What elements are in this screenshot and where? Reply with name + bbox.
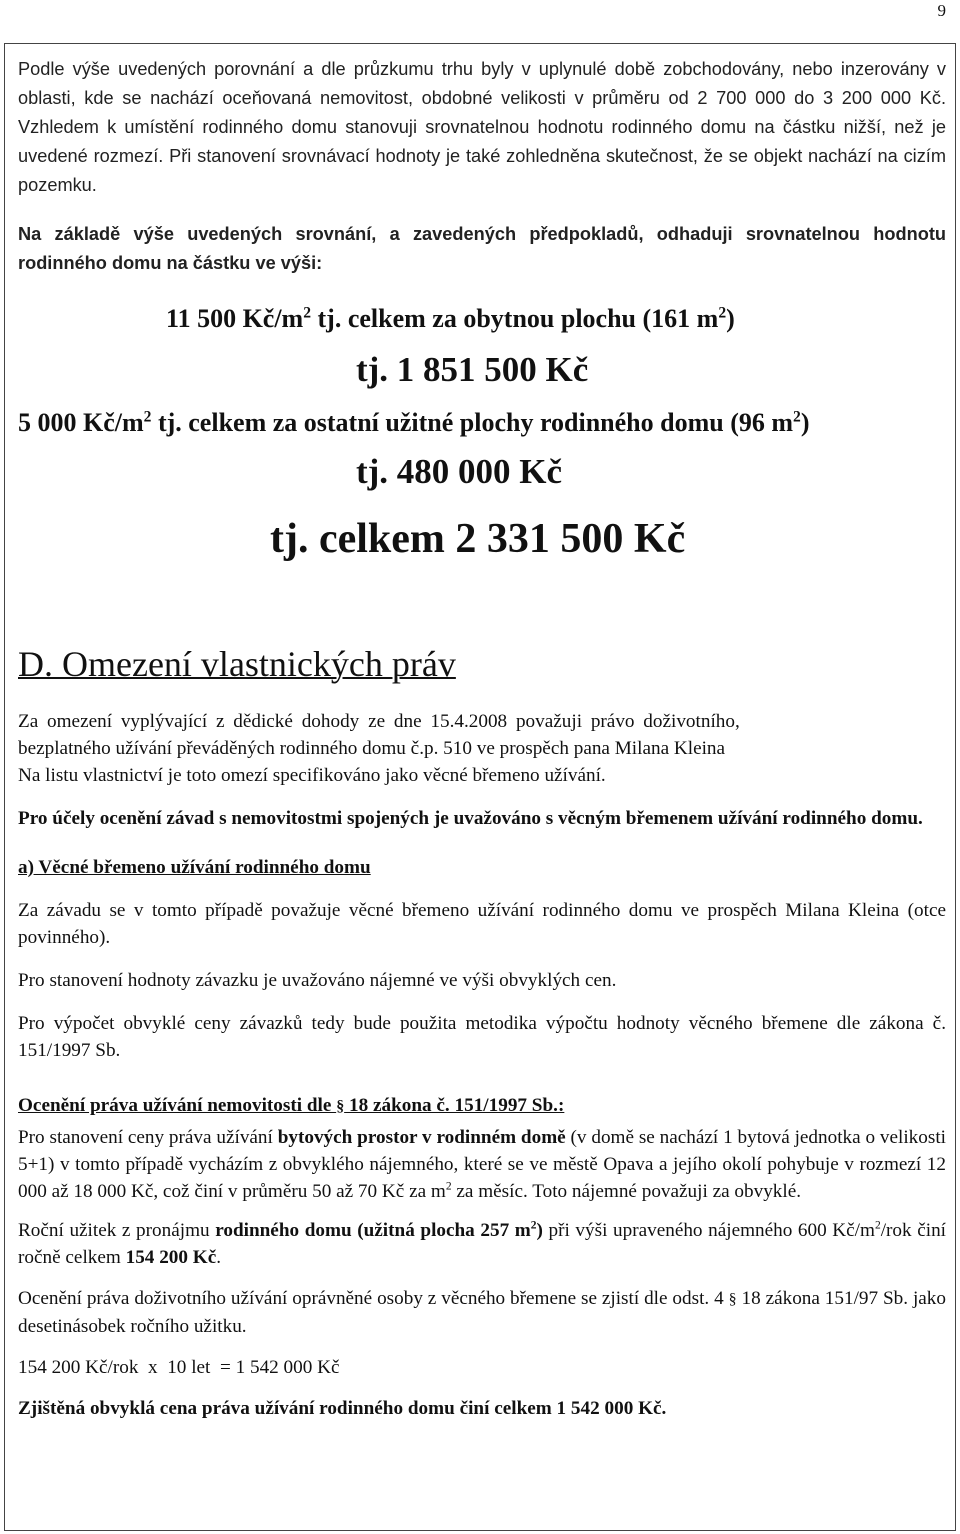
calc-line1-sup2: 2 xyxy=(718,304,727,322)
valuation-p1-text-d: za měsíc. Toto nájemné považuji za obvyklé. xyxy=(451,1181,802,1202)
calc-line1-text: tj. celkem za obytnou plochu (161 m xyxy=(311,304,719,333)
valuation-p1-bold: bytových prostor v rodinném domě xyxy=(277,1127,566,1148)
valuation-p1-text-c: (v domě se nachází 1 bytová jednotka o velikosti 5+1) v tomto případě vycházím z obvyklého nájemného, které se ve městě Opava a jejího okolí pohybuje v rozmezí 12 000 až 18 000 Kč, což činí v průměru 50 až 70 Kč za m xyxy=(18,1127,946,1202)
section-d-p1-line3: Na listu vlastnictví je toto omezí specifikováno jako věcné břemeno užívání. xyxy=(18,765,606,786)
valuation-p2-area: rodinného domu (užitná plocha 257 m xyxy=(215,1220,531,1241)
calc-line3-text: tj. celkem za ostatní užitné plochy rodinného domu (96 m xyxy=(151,408,794,437)
valuation-p3-text-a: Ocenění práva doživotního užívání oprávněné osoby z věcného břemene se zjistí dle odst. 4 xyxy=(18,1288,729,1309)
calc-line3-sup1: 2 xyxy=(143,408,152,426)
calc-line1-rate: 11 500 Kč/m xyxy=(166,304,304,333)
section-d-heading: D. Omezení vlastnických práv xyxy=(18,644,456,684)
calc-line3-close: ) xyxy=(800,408,810,437)
estimate-paragraph: Na základě výše uvedených srovnání, a zavedených předpokladů, odhaduji srovnatelnou hodnotu rodinného domu na částku ve výši: xyxy=(18,224,946,273)
calc-line-living-area xyxy=(166,302,946,336)
section-d-paragraph-2: Pro účely ocenění závad s nemovitostmi spojených je uvažováno s věcným břemenem užívání rodinného domu. xyxy=(18,808,923,829)
valuation-p2-text-a: Roční užitek z pronájmu xyxy=(18,1220,216,1241)
valuation-heading xyxy=(18,1092,946,1120)
calc-line1-sup1: 2 xyxy=(303,304,312,322)
valuation-p2-sup1: 2 xyxy=(530,1219,537,1232)
valuation-formula: 154 200 Kč/rok x 10 let = 1 542 000 Kč xyxy=(18,1357,340,1378)
valuation-result: Zjištěná obvyklá cena práva užívání rodinného domu činí celkem 1 542 000 Kč. xyxy=(18,1398,667,1419)
calc-line3-rate: 5 000 Kč/m xyxy=(18,408,144,437)
calc-line3-sup2: 2 xyxy=(793,408,801,426)
section-d-p1-line1: Za omezení vyplývající z dědické dohody ze dne 15.4.2008 považuji právo doživotního, xyxy=(18,711,740,732)
subsection-a-heading: a) Věcné břemeno užívání rodinného domu xyxy=(18,857,371,878)
valuation-heading-text: Ocenění práva užívání nemovitosti dle xyxy=(18,1095,337,1116)
valuation-p1-sup: 2 xyxy=(445,1180,452,1193)
valuation-p3-section-sign: § xyxy=(728,1291,737,1308)
valuation-p3-text-b: 18 zákona 151/97 Sb. jako desetinásobek ročního užitku. xyxy=(18,1288,946,1337)
valuation-paragraph-2 xyxy=(18,1217,946,1271)
valuation-p2-end: . xyxy=(216,1247,222,1268)
calc-line-other-area xyxy=(18,406,946,440)
valuation-p1-text-a: Pro stanovení ceny práva užívání xyxy=(18,1127,278,1148)
section-d-paragraph-3: Za závadu se v tomto případě považuje věcné břemeno užívání rodinného domu ve prospěch Milana Kleina (otce povinného). xyxy=(18,900,946,948)
valuation-paragraph-3 xyxy=(18,1285,946,1340)
document-body xyxy=(18,53,946,1422)
calc-other-area-total: tj. 480 000 Kč xyxy=(356,452,563,491)
valuation-p2-close: ) xyxy=(536,1220,543,1241)
valuation-heading-law: 18 zákona č. 151/1997 Sb.: xyxy=(344,1095,565,1116)
section-sign: § xyxy=(336,1098,345,1115)
intro-paragraph: Podle výše uvedených porovnání a dle průzkumu trhu byly v uplynulé době zobchodovány, nebo inzerovány v oblasti, kde se nachází oceňovaná nemovitost, obdobné velikosti v průměru od 2 700 000 do 3 200 000 Kč. Vzhledem k umístění rodinného domu stanovuji srovnatelnou hodnotu rodinného domu na částku nižší, než je uvedené rozmezí. Při stanovení srovnávací hodnoty je také zohledněna skutečnost, že se objekt nachází na cizím pozemku. xyxy=(18,59,946,195)
calc-living-area-total: tj. 1 851 500 Kč xyxy=(356,350,589,389)
valuation-p2-sup2: 2 xyxy=(874,1219,881,1232)
valuation-p2-text-d: při výši upraveného nájemného 600 Kč/m xyxy=(542,1220,875,1241)
section-d-paragraph-1 xyxy=(18,708,946,789)
page-number: 9 xyxy=(937,1,946,20)
valuation-p2-amount: 154 200 Kč xyxy=(125,1247,217,1268)
valuation-paragraph-1 xyxy=(18,1124,946,1205)
section-d-paragraph-5: Pro výpočet obvyklé ceny závazků tedy bude použita metodika výpočtu hodnoty věcného břemene dle zákona č. 151/1997 Sb. xyxy=(18,1013,946,1061)
section-d-p1-line2: bezplatného užívání převáděných rodinného domu č.p. 510 ve prospěch pana Milana Kleina xyxy=(18,738,726,759)
calc-grand-total: tj. celkem 2 331 500 Kč xyxy=(270,516,686,562)
section-d-paragraph-4: Pro stanovení hodnoty závazku je uvažováno nájemné ve výši obvyklých cen. xyxy=(18,970,617,991)
valuation-p2-text-e: /rok činí ročně celkem xyxy=(18,1220,946,1268)
valuation-p2-bold xyxy=(215,1220,543,1241)
calc-line1-close: ) xyxy=(726,304,735,333)
valuation-calculation xyxy=(18,302,946,564)
